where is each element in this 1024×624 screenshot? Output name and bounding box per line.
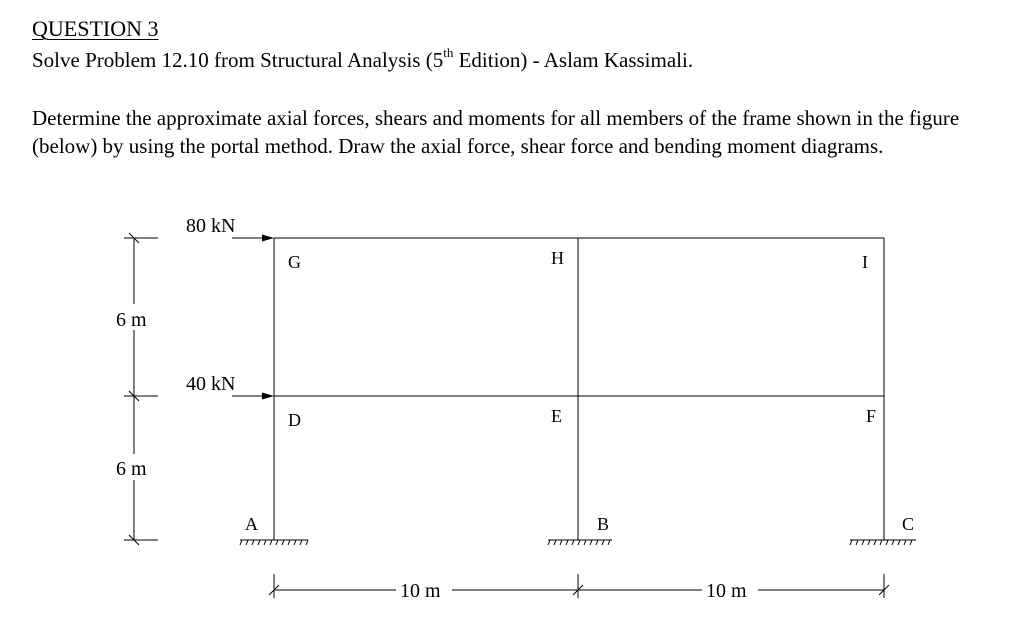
load-40kN (186, 373, 274, 400)
bay-width-right: 10 m (706, 580, 747, 602)
load-label-80kN: 80 kN (186, 215, 236, 237)
fixed-support-A (240, 540, 308, 545)
fixed-support-B (548, 540, 612, 545)
problem-suffix: Edition) - Aslam Kassimali. (453, 48, 694, 72)
joint-labels (245, 248, 914, 534)
vertical-dimension (112, 233, 158, 545)
fixed-support-C (850, 540, 916, 545)
frame-members (274, 238, 884, 540)
joint-label-C: C (902, 514, 915, 534)
joint-label-A: A (245, 514, 258, 534)
joint-label-E: E (551, 406, 562, 426)
joint-label-I: I (862, 252, 868, 272)
story-height-lower: 6 m (116, 458, 147, 480)
joint-label-H: H (551, 248, 564, 268)
edition-superscript: th (443, 45, 454, 60)
story-height-upper: 6 m (116, 309, 147, 331)
bay-width-left: 10 m (400, 580, 441, 602)
load-80kN (186, 215, 274, 242)
problem-prefix: Solve Problem 12.10 from Structural Analysis (5 (32, 48, 444, 72)
joint-label-B: B (597, 514, 610, 534)
problem-statement: Determine the approximate axial forces, shears and moments for all members of the frame shown in the figure (below) by using the portal method. Draw the axial force, shear force and bending moment diagrams. (32, 106, 960, 158)
horizontal-dimension (269, 574, 889, 602)
joint-label-G: G (288, 252, 301, 272)
question-heading: QUESTION 3 (32, 16, 159, 41)
joint-label-F: F (866, 406, 877, 426)
load-label-40kN: 40 kN (186, 373, 236, 395)
joint-label-D: D (288, 410, 301, 430)
